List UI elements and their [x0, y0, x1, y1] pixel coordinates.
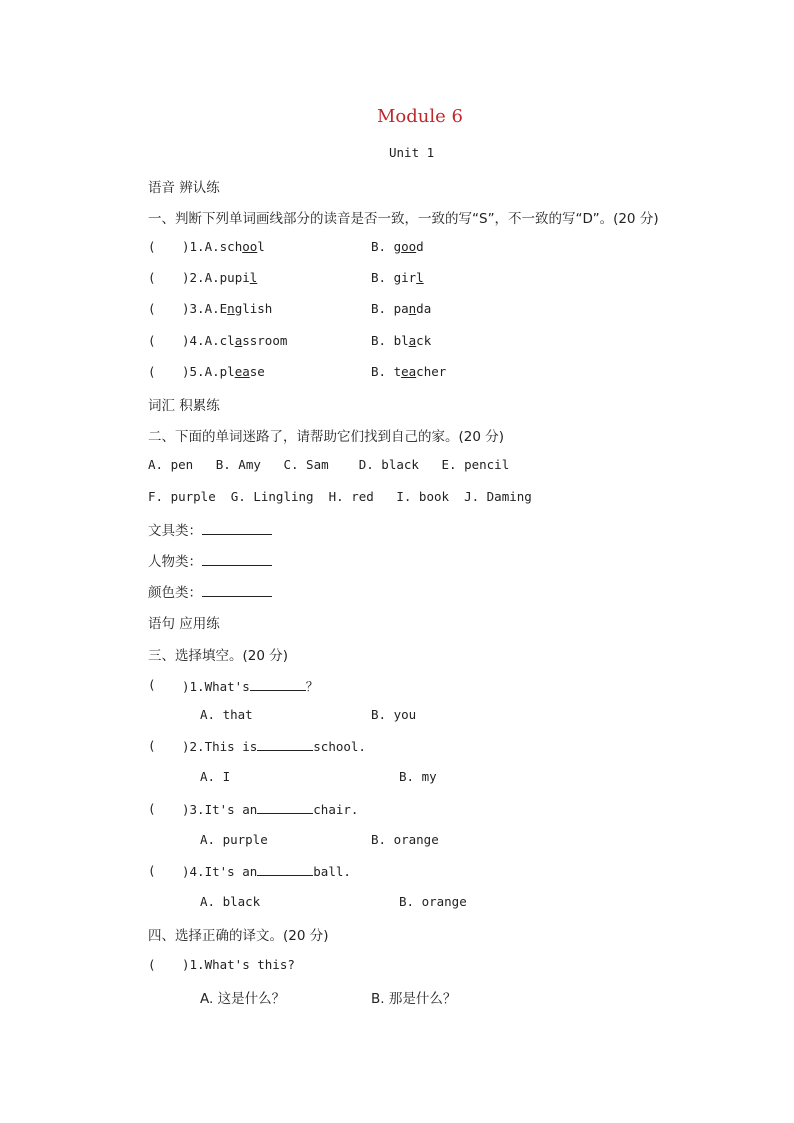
- fill-people: [148, 550, 272, 570]
- question-stem: )4.It's an ball.: [182, 864, 351, 879]
- underlined-letters: ea: [401, 364, 417, 379]
- option-b[interactable]: B. orange: [371, 832, 439, 847]
- question-stem: )1.What's ？: [182, 679, 319, 694]
- option-a[interactable]: A. purple: [200, 832, 268, 847]
- answer-blank[interactable]: [202, 553, 272, 566]
- option-a[interactable]: A. I: [200, 769, 231, 784]
- underlined-letters: ea: [234, 364, 250, 379]
- option-b: B. panda: [371, 301, 432, 316]
- page-subtitle: Unit 1: [389, 145, 435, 160]
- section1-instruction: 一、判断下列单词画线部分的读音是否一致，一致的写“S”，不一致的写“D”。(20 分): [148, 211, 659, 227]
- underlined-letters: n: [227, 301, 235, 316]
- option-b[interactable]: B. 那是什么？: [371, 991, 457, 1007]
- underlined-letters: oo: [242, 239, 258, 254]
- option-b[interactable]: B. my: [399, 769, 437, 784]
- option-a: )3.A.English: [182, 301, 273, 316]
- answer-paren-open[interactable]: (: [148, 677, 156, 692]
- option-a: )2.A.pupil: [182, 270, 258, 285]
- option-b: B. good: [371, 239, 424, 254]
- fill-colors: [148, 581, 272, 601]
- section2-category: 词汇 积累练: [148, 398, 220, 414]
- option-a: )4.A.classroom: [182, 333, 288, 348]
- answer-paren-open[interactable]: (: [148, 301, 156, 316]
- option-a: )5.A.please: [182, 364, 265, 379]
- answer-paren-open[interactable]: (: [148, 364, 156, 379]
- section1-category: 语音 辨认练: [148, 180, 220, 196]
- answer-paren-open[interactable]: (: [148, 738, 156, 753]
- section4-instruction: 四、选择正确的译文。(20 分): [148, 928, 329, 944]
- word-bank-line-1: A. pen B. Amy C. Sam D. black E. pencil: [148, 457, 510, 472]
- fill-label: 文具类：: [148, 523, 202, 539]
- section3-instruction: 三、选择填空。(20 分): [148, 648, 289, 664]
- fill-stationery: [148, 519, 272, 539]
- answer-blank[interactable]: [202, 584, 272, 597]
- answer-blank[interactable]: [250, 678, 306, 691]
- underlined-letters: l: [249, 270, 258, 285]
- section3-category: 语句 应用练: [148, 616, 220, 632]
- answer-paren-open[interactable]: (: [148, 801, 156, 816]
- answer-blank[interactable]: [257, 738, 313, 751]
- option-b: B. girl: [371, 270, 424, 285]
- fill-label: 颜色类：: [148, 585, 202, 601]
- option-a[interactable]: A. that: [200, 707, 253, 722]
- option-a: )1.A.school: [182, 239, 265, 254]
- question-stem: )2.This is school.: [182, 739, 366, 754]
- option-a[interactable]: A. 这是什么？: [200, 991, 286, 1007]
- underlined-letters: a: [234, 333, 243, 348]
- underlined-letters: oo: [401, 239, 417, 254]
- option-a[interactable]: A. black: [200, 894, 261, 909]
- answer-blank[interactable]: [202, 522, 272, 535]
- question-stem: )1.What's this?: [182, 957, 295, 972]
- answer-paren-open[interactable]: (: [148, 270, 156, 285]
- option-b[interactable]: B. orange: [399, 894, 467, 909]
- answer-blank[interactable]: [257, 863, 313, 876]
- page-title: Module 6: [377, 106, 463, 127]
- answer-paren-open[interactable]: (: [148, 957, 156, 972]
- section2-instruction: 二、下面的单词迷路了，请帮助它们找到自己的家。(20 分): [148, 429, 505, 445]
- answer-paren-open[interactable]: (: [148, 863, 156, 878]
- word-bank-line-2: F. purple G. Lingling H. red I. book J. Daming: [148, 489, 532, 504]
- underlined-letters: a: [408, 333, 417, 348]
- answer-blank[interactable]: [257, 801, 313, 814]
- answer-paren-open[interactable]: (: [148, 239, 156, 254]
- option-b[interactable]: B. you: [371, 707, 417, 722]
- option-b: B. black: [371, 333, 432, 348]
- fill-label: 人物类：: [148, 554, 202, 570]
- answer-paren-open[interactable]: (: [148, 333, 156, 348]
- underlined-letters: n: [408, 301, 417, 316]
- underlined-letters: l: [416, 270, 424, 285]
- question-stem: )3.It's an chair.: [182, 802, 359, 817]
- option-b: B. teacher: [371, 364, 447, 379]
